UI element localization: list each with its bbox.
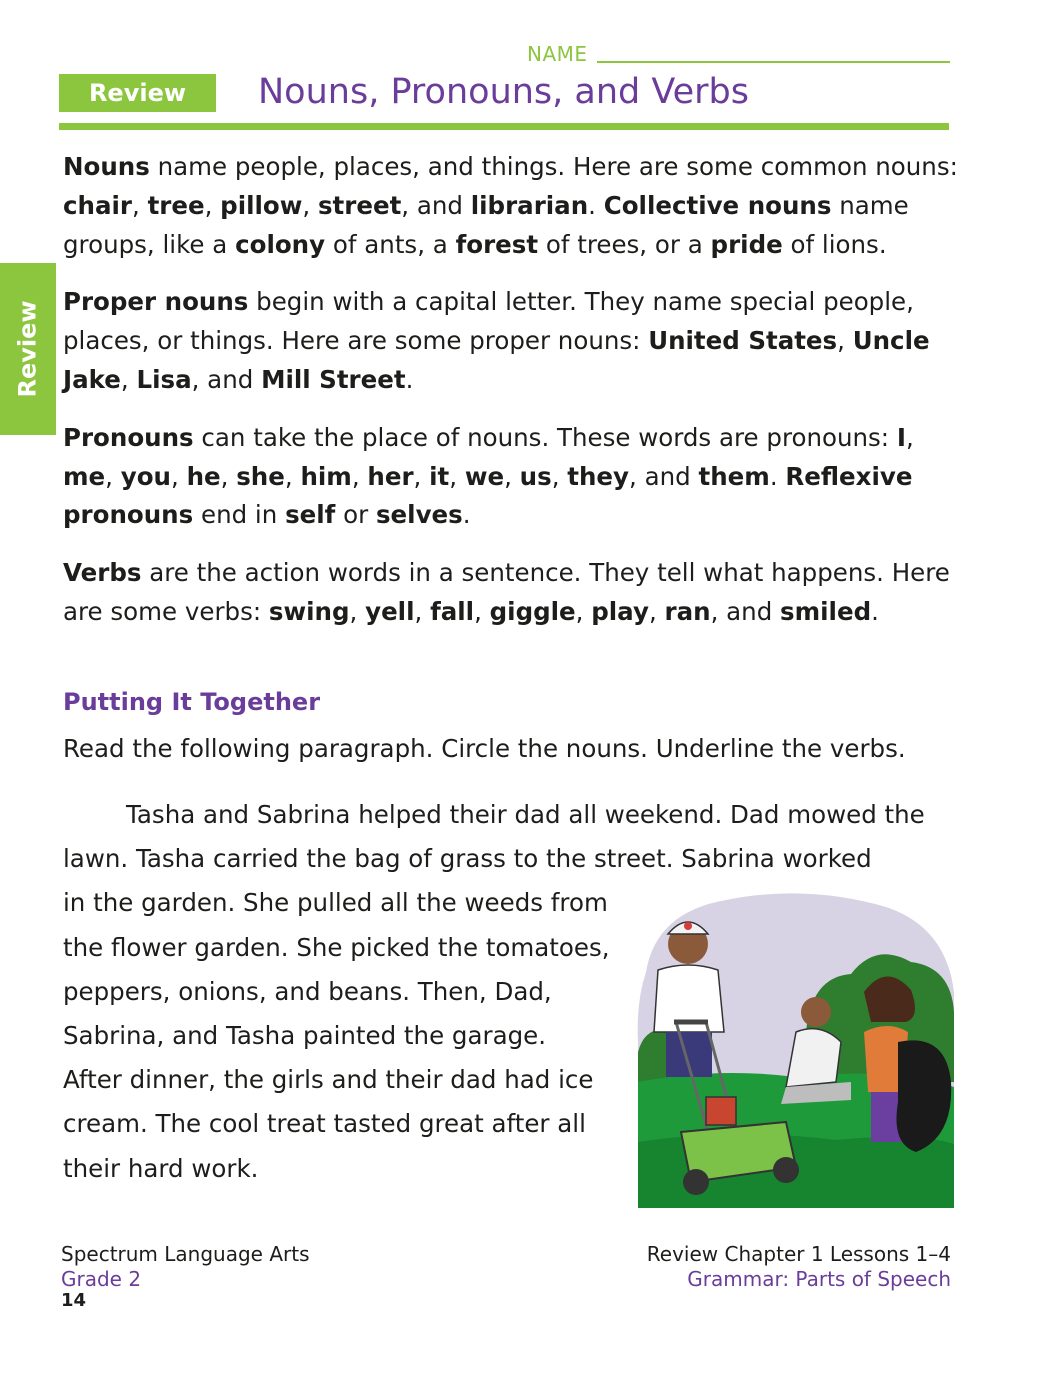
- verbs-paragraph: Verbs are the action words in a sentence. They tell what happens. Here are some verbs: swing, yell, fall, giggle, play, ran, and smiled.: [63, 558, 950, 626]
- story-opening[interactable]: Tasha and Sabrina helped their dad all weekend. Dad mowed the lawn. Tasha carried the bag of grass to the street. Sabrina worked: [63, 800, 925, 874]
- bold-term: she: [236, 461, 285, 491]
- bold-term: Mill Street: [261, 364, 406, 394]
- cap-logo: [684, 922, 692, 930]
- girl-head: [801, 997, 831, 1027]
- bold-term: librarian: [470, 190, 589, 220]
- story-line[interactable]: peppers, onions, and beans. Then, Dad,: [63, 976, 552, 1006]
- name-line[interactable]: [597, 61, 950, 63]
- bold-term: ran: [664, 596, 711, 626]
- bold-term: us: [519, 461, 552, 491]
- exercise-instructions: Read the following paragraph. Circle the nouns. Underline the verbs.: [63, 734, 906, 763]
- bold-term: I: [896, 422, 906, 452]
- bold-term: United States: [648, 326, 838, 356]
- bold-term: you: [120, 461, 171, 491]
- bold-term: forest: [455, 229, 539, 259]
- bold-term: Pronouns: [63, 422, 194, 452]
- bold-term: Lisa: [136, 364, 192, 394]
- book-title: Spectrum Language Arts: [61, 1242, 310, 1266]
- side-review-label: Review: [14, 300, 43, 398]
- bold-term: Verbs: [63, 558, 142, 588]
- page-title: Nouns, Pronouns, and Verbs: [258, 72, 749, 112]
- bold-term: her: [367, 461, 414, 491]
- bold-term: swing: [268, 596, 350, 626]
- bold-term: giggle: [489, 596, 576, 626]
- footer-chapter-info: [647, 1242, 951, 1292]
- mower-engine: [706, 1097, 736, 1125]
- story-line[interactable]: in the garden. She pulled all the weeds from: [63, 888, 608, 918]
- story-line[interactable]: Sabrina, and Tasha painted the garage.: [63, 1021, 546, 1051]
- bold-term: colony: [235, 229, 326, 259]
- bold-term: selves: [375, 500, 463, 530]
- bold-term: self: [285, 500, 336, 530]
- bold-term: Proper nouns: [63, 287, 249, 317]
- bold-term: Uncle Jake: [63, 326, 930, 394]
- bold-term: they: [567, 461, 630, 491]
- story-line[interactable]: the flower garden. She picked the tomatoes,: [63, 932, 610, 962]
- bold-term: him: [300, 461, 352, 491]
- review-badge: Review: [59, 74, 216, 112]
- bold-term: chair: [63, 190, 132, 220]
- grade-label: Grade 2: [61, 1267, 142, 1291]
- bold-term: yell: [365, 596, 415, 626]
- bold-term: Collective nouns: [603, 190, 832, 220]
- bold-term: tree: [147, 190, 205, 220]
- story-line[interactable]: their hard work.: [63, 1153, 259, 1183]
- story-line[interactable]: After dinner, the girls and their dad had ice: [63, 1065, 594, 1095]
- bold-term: play: [591, 596, 649, 626]
- bold-term: Nouns: [63, 152, 150, 181]
- bold-term: fall: [430, 596, 475, 626]
- page-number: 14: [61, 1290, 87, 1311]
- family-yardwork-illustration: [636, 882, 956, 1208]
- footer-book-info: [61, 1242, 310, 1292]
- name-label: NAME: [527, 42, 588, 66]
- name-field[interactable]: [527, 40, 950, 68]
- proper-nouns-paragraph: Proper nouns begin with a capital letter. They name special people, places, or things. Here are some proper nouns: United States, Uncle Jake, Lisa, and Mill Street.: [63, 287, 930, 394]
- bold-term: me: [63, 461, 106, 491]
- bold-term: street: [317, 190, 402, 220]
- topic-label: Grammar: Parts of Speech: [687, 1267, 951, 1291]
- lesson-content: [63, 148, 963, 651]
- bold-term: we: [464, 461, 505, 491]
- mower-wheel: [683, 1169, 709, 1195]
- exercise-heading: Putting It Together: [63, 688, 321, 716]
- story-line[interactable]: cream. The cool treat tasted great after all: [63, 1109, 586, 1139]
- bold-term: smiled: [780, 596, 872, 626]
- nouns-paragraph: Nouns name people, places, and things. Here are some common nouns: chair, tree, pillow, street, and librarian. Collective nouns name groups, like a colony of ants, a forest of trees, or a pride of lions.: [63, 152, 958, 259]
- side-review-tab: [0, 263, 56, 435]
- bold-term: pillow: [220, 190, 303, 220]
- chapter-label: Review Chapter 1 Lessons 1–4: [646, 1242, 951, 1266]
- bold-term: them: [698, 461, 770, 491]
- pronouns-paragraph: Pronouns can take the place of nouns. These words are pronouns: I, me, you, he, she, him, her, it, we, us, they, and them. Reflexive pronouns end in self or selves.: [63, 422, 914, 530]
- mower-wheel: [773, 1157, 799, 1183]
- title-divider: [59, 123, 949, 130]
- illustration-svg: [636, 882, 956, 1208]
- bold-term: he: [186, 461, 221, 491]
- bold-term: it: [429, 461, 450, 491]
- bold-term: pride: [710, 229, 783, 259]
- bold-term: Reflexive pronouns: [63, 461, 913, 530]
